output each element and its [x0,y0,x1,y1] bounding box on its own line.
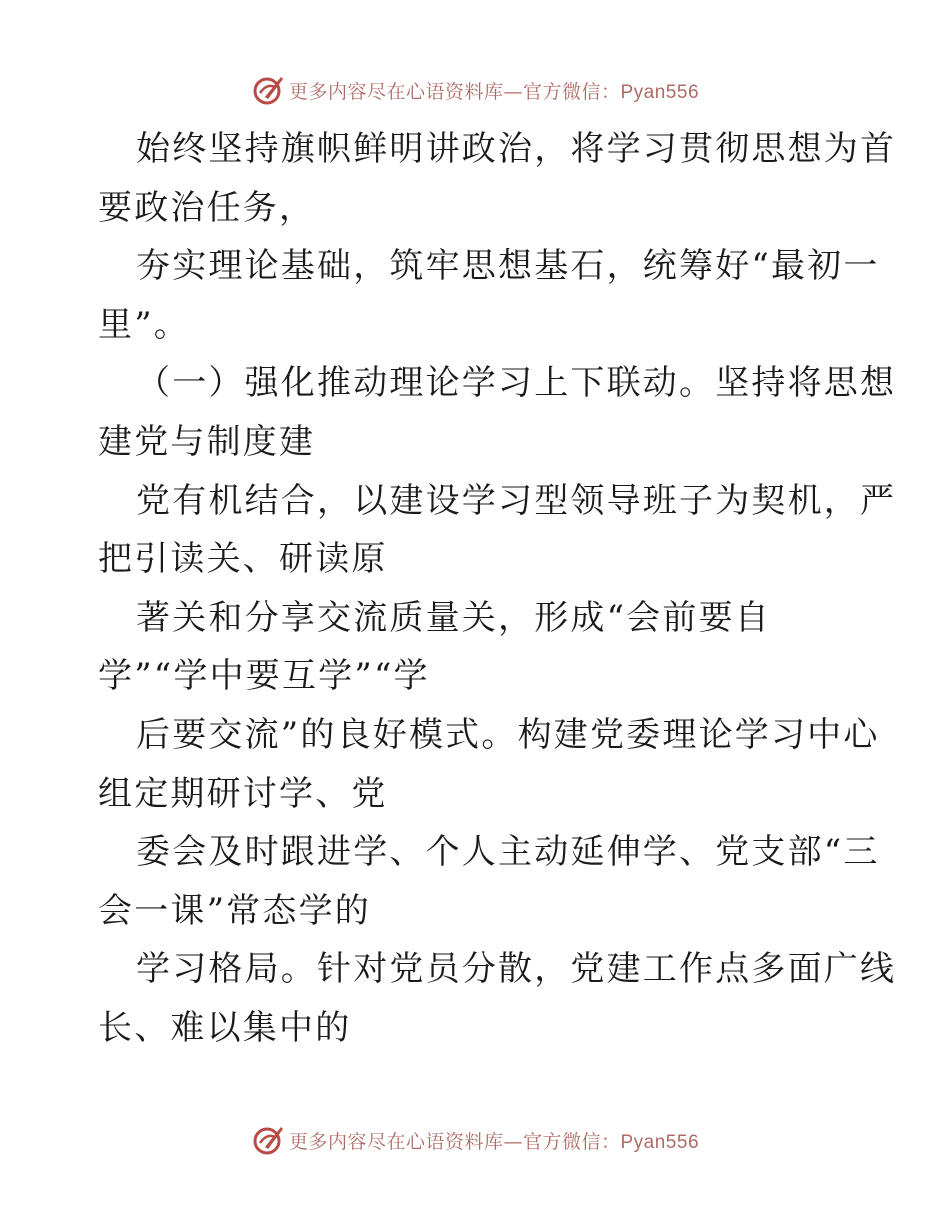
header-watermark [0,72,950,108]
watermark-text: 更多内容尽在心语资料库—官方微信：Pyan556 [288,1130,700,1153]
text-line: 学习格局。针对党员分散，党建工作点多面广线 [136,949,897,990]
text-line: 夯实理论基础，筑牢思想基石，统筹好“最初一 [136,246,880,287]
text-line: 著关和分享交流质量关，形成“会前要自 [136,597,771,638]
text-line: 会一课”常态学的 [98,890,371,931]
text-line: 建党与制度建 [98,421,316,462]
text-line: 后要交流”的良好模式。构建党委理论学习中心 [136,714,880,755]
text-line: 把引读关、研读原 [98,539,388,580]
text-line: 要政治任务， [98,187,316,228]
text-line: 学”“学中要互学”“学 [98,656,430,697]
text-line: （一）强化推动理论学习上下联动。坚持将思想 [136,363,897,404]
pen-logo-icon [251,73,285,107]
text-line: 长、难以集中的 [98,1007,352,1048]
text-line: 里”。 [98,304,190,345]
text-line: 委会及时跟进学、个人主动延伸学、党支部“三 [136,832,880,873]
text-line: 始终坚持旗帜鲜明讲政治，将学习贯彻思想为首 [136,129,897,169]
wechat-id: Pyan556 [620,81,700,103]
wechat-id: Pyan556 [620,1131,700,1153]
pen-logo-icon [251,1123,285,1157]
text-line: 组定期研讨学、党 [98,773,388,814]
text-line: 党有机结合，以建设学习型领导班子为契机，严 [136,480,897,521]
document-body [98,120,897,1058]
watermark-text: 更多内容尽在心语资料库—官方微信：Pyan556 [288,80,700,103]
footer-watermark [0,1122,950,1158]
